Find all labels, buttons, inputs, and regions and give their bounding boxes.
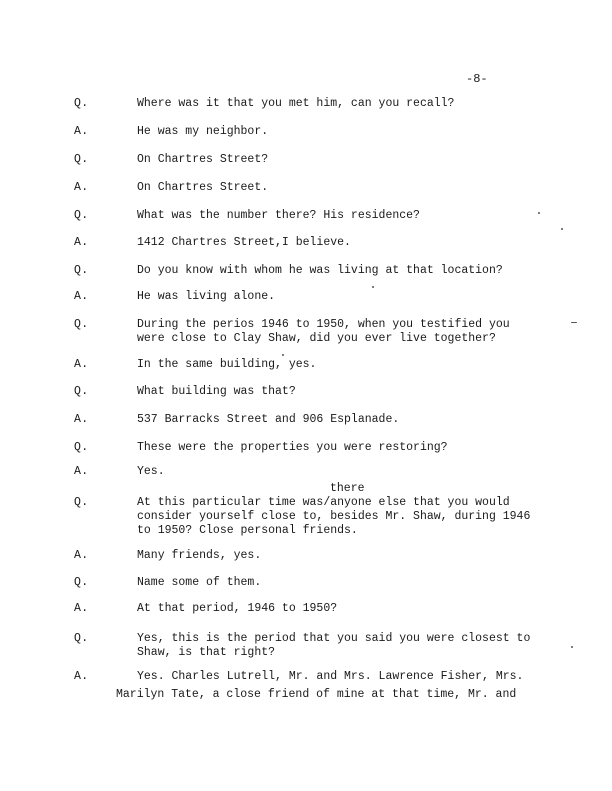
exchange-text: On Chartres Street? — [137, 153, 269, 166]
speaker-label: Q. — [74, 632, 89, 645]
speaker-label: Q. — [74, 318, 89, 331]
speaker-label: A. — [74, 236, 89, 249]
interlinear-insert: there — [330, 482, 365, 495]
speaker-label: A. — [74, 602, 89, 615]
speaker-label: Q. — [74, 441, 89, 454]
exchange-text: Yes. — [137, 465, 165, 478]
speaker-label: A. — [74, 413, 89, 426]
speaker-label: Q. — [74, 576, 89, 589]
exchange-text: Where was it that you met him, can you recall? — [137, 97, 455, 110]
speaker-label: A. — [74, 290, 89, 303]
exchange-text: Yes. Charles Lutrell, Mr. and Mrs. Lawrence Fisher, Mrs. — [137, 670, 524, 683]
exchange-text: What building was that? — [137, 385, 296, 398]
page-number: -8- — [466, 72, 488, 86]
exchange-text: On Chartres Street. — [137, 181, 269, 194]
exchange-text: What was the number there? His residence? — [137, 209, 420, 222]
scan-speck — [571, 322, 577, 323]
exchange-text: During the perios 1946 to 1950, when you testified you were close to Clay Shaw, did you ever live together? — [137, 318, 510, 345]
speaker-label: Q. — [74, 97, 89, 110]
speaker-label: A. — [74, 125, 89, 138]
scan-speck — [538, 212, 540, 214]
continuation-line: Marilyn Tate, a close friend of mine at that time, Mr. and — [116, 688, 517, 701]
speaker-label: A. — [74, 181, 89, 194]
exchange-text: At this particular time was/anyone else that you would consider yourself close to, besides Mr. Shaw, during 1946 to 1950? Close personal friends. — [137, 496, 531, 537]
speaker-label: A. — [74, 670, 89, 683]
speaker-label: A. — [74, 358, 89, 371]
scan-speck — [571, 646, 573, 648]
exchange-text: 1412 Chartres Street,I believe. — [137, 236, 351, 249]
scan-speck — [372, 286, 374, 288]
speaker-label: Q. — [74, 385, 89, 398]
exchange-text: He was my neighbor. — [137, 125, 269, 138]
exchange-text: Do you know with whom he was living at that location? — [137, 264, 503, 277]
speaker-label: A. — [74, 549, 89, 562]
speaker-label: Q. — [74, 264, 89, 277]
exchange-text: In the same building, yes. — [137, 358, 317, 371]
scan-speck — [561, 228, 563, 230]
exchange-text: 537 Barracks Street and 906 Esplanade. — [137, 413, 400, 426]
scan-speck — [282, 354, 284, 356]
exchange-text: Many friends, yes. — [137, 549, 262, 562]
speaker-label: A. — [74, 465, 89, 478]
exchange-text: Name some of them. — [137, 576, 262, 589]
speaker-label: Q. — [74, 209, 89, 222]
speaker-label: Q. — [74, 153, 89, 166]
speaker-label: Q. — [74, 496, 89, 509]
exchange-text: He was living alone. — [137, 290, 276, 303]
exchange-text: Yes, this is the period that you said you were closest to Shaw, is that right? — [137, 632, 531, 659]
exchange-text: At that period, 1946 to 1950? — [137, 602, 338, 615]
exchange-text: These were the properties you were restoring? — [137, 441, 448, 454]
